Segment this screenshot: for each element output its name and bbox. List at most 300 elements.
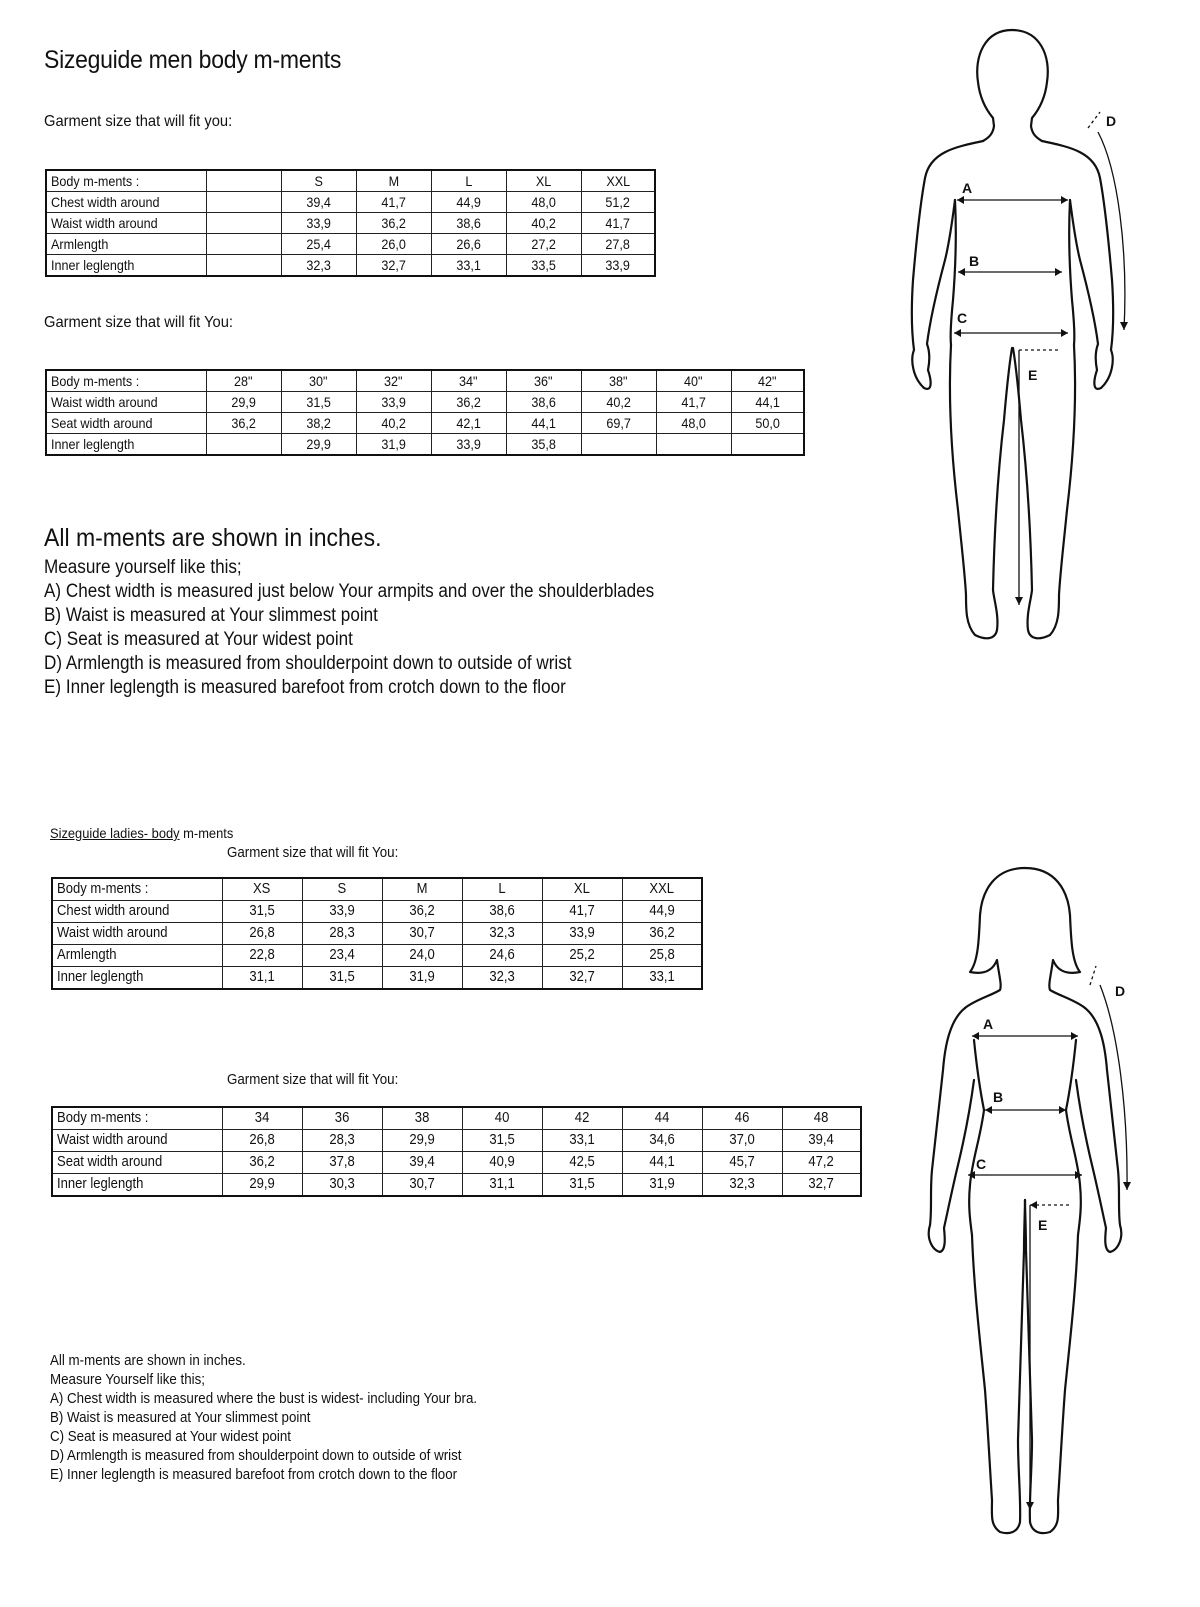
value-cell: [206, 192, 281, 213]
cell-text: 40,2: [381, 415, 406, 431]
cell-text: 28,3: [329, 925, 355, 941]
value-cell: [302, 1107, 382, 1130]
cell-text: S: [314, 173, 323, 189]
cell-text: S: [337, 881, 347, 897]
cell-text: Inner leglength: [57, 1176, 144, 1192]
value-cell: [542, 1130, 622, 1152]
cell-text: 33,9: [381, 394, 406, 410]
value-cell: [382, 1152, 462, 1174]
cell-text: Inner leglength: [51, 436, 135, 452]
men-label-d: D: [1106, 113, 1117, 129]
value-cell: [356, 392, 431, 413]
cell-text: 31,9: [381, 436, 406, 452]
men-size-table-inches: [45, 369, 805, 456]
value-cell: [281, 213, 356, 234]
cell-text: 32,7: [381, 257, 406, 273]
cell-text: 45,7: [729, 1154, 755, 1170]
table-header-row: [52, 878, 702, 901]
value-cell: [622, 1130, 702, 1152]
cell-text: 32,7: [569, 969, 595, 985]
cell-text: 31,5: [306, 394, 331, 410]
value-cell: [581, 213, 655, 234]
value-cell: [281, 234, 356, 255]
row-label-cell: [52, 1130, 222, 1152]
ladies-note-line: E) Inner leglength is measured barefoot from crotch down to the floor: [50, 1467, 458, 1483]
value-cell: [382, 923, 462, 945]
cell-text: 25,8: [649, 947, 675, 963]
men-note-line: E) Inner leglength is measured barefoot from crotch down to the floor: [44, 677, 566, 698]
value-cell: [462, 923, 542, 945]
value-cell: [731, 392, 804, 413]
cell-text: 29,9: [409, 1132, 435, 1148]
cell-text: 36,2: [409, 903, 435, 919]
row-label-cell: [52, 901, 222, 923]
cell-text: 33,1: [569, 1132, 595, 1148]
cell-text: 69,7: [606, 415, 631, 431]
value-cell: [281, 192, 356, 213]
cell-text: 41,7: [381, 194, 406, 210]
cell-text: 33,5: [531, 257, 556, 273]
value-cell: [431, 370, 506, 392]
cell-text: 31,9: [649, 1176, 675, 1192]
row-label-cell: [46, 213, 206, 234]
cell-text: 48,0: [531, 194, 556, 210]
cell-text: 35,8: [531, 436, 556, 452]
cell-text: 33,9: [569, 925, 595, 941]
cell-text: L: [498, 881, 506, 897]
men-title: Sizeguide men body m-ments: [44, 46, 342, 74]
value-cell: [581, 392, 656, 413]
value-cell: [702, 1152, 782, 1174]
value-cell: [281, 170, 356, 192]
value-cell: [206, 370, 281, 392]
value-cell: [731, 413, 804, 434]
value-cell: [782, 1174, 861, 1197]
value-cell: [622, 901, 702, 923]
value-cell: [782, 1130, 861, 1152]
ladies-label-a: A: [983, 1016, 994, 1032]
value-cell: [431, 170, 506, 192]
value-cell: [222, 923, 302, 945]
cell-text: 34: [254, 1110, 270, 1126]
cell-text: 38,6: [456, 215, 481, 231]
cell-text: 41,7: [605, 215, 631, 231]
value-cell: [542, 878, 622, 901]
cell-text: 29,9: [231, 394, 256, 410]
value-cell: [302, 945, 382, 967]
row-label-cell: [52, 945, 222, 967]
cell-text: 36,2: [231, 415, 256, 431]
value-cell: [622, 1174, 702, 1197]
cell-text: 28": [234, 373, 253, 389]
cell-text: 48: [813, 1110, 829, 1126]
value-cell: [206, 413, 281, 434]
cell-text: 23,4: [329, 947, 355, 963]
ladies-title-underlined: Sizeguide ladies- body: [50, 825, 180, 841]
cell-text: Chest width around: [51, 194, 160, 210]
table-row: [46, 392, 804, 413]
cell-text: Waist width around: [51, 394, 158, 410]
cell-text: 36: [334, 1110, 350, 1126]
cell-text: 41,7: [569, 903, 595, 919]
row-label-cell: [52, 1174, 222, 1197]
cell-text: Body m-ments :: [51, 173, 140, 189]
value-cell: [506, 255, 581, 277]
value-cell: [302, 878, 382, 901]
cell-text: Chest width around: [57, 903, 170, 919]
cell-text: 30,3: [329, 1176, 355, 1192]
ladies-table2-caption: Garment size that will fit You:: [227, 1072, 399, 1088]
value-cell: [581, 170, 655, 192]
cell-text: 42": [757, 373, 777, 389]
row-label-cell: [46, 170, 206, 192]
cell-text: 32,3: [306, 257, 331, 273]
value-cell: [506, 434, 581, 456]
value-cell: [542, 1152, 622, 1174]
value-cell: [506, 234, 581, 255]
row-label-cell: [46, 392, 206, 413]
value-cell: [382, 1174, 462, 1197]
cell-text: 30,7: [409, 925, 435, 941]
value-cell: [382, 945, 462, 967]
cell-text: 34,6: [649, 1132, 675, 1148]
cell-text: 36,2: [249, 1154, 275, 1170]
table-row: [46, 413, 804, 434]
cell-text: 39,4: [808, 1132, 834, 1148]
cell-text: 27,8: [605, 236, 631, 252]
value-cell: [382, 1107, 462, 1130]
value-cell: [622, 1107, 702, 1130]
value-cell: [356, 170, 431, 192]
value-cell: [222, 1174, 302, 1197]
table-header-row: [46, 170, 655, 192]
row-label-cell: [52, 878, 222, 901]
men-table2-caption: Garment size that will fit You:: [44, 314, 234, 331]
men-label-e: E: [1028, 367, 1038, 383]
value-cell: [206, 170, 281, 192]
value-cell: [431, 213, 506, 234]
cell-text: Waist width around: [57, 925, 168, 941]
cell-text: Armlength: [57, 947, 117, 963]
men-notes-heading: All m-ments are shown in inches.: [44, 524, 382, 552]
ladies-note-line: D) Armlength is measured from shoulderpoint down to outside of wrist: [50, 1448, 462, 1464]
value-cell: [222, 878, 302, 901]
value-cell: [356, 234, 431, 255]
cell-text: Armlength: [51, 236, 109, 252]
value-cell: [206, 234, 281, 255]
table-row: [46, 192, 655, 213]
value-cell: [622, 967, 702, 990]
value-cell: [542, 923, 622, 945]
ladies-note-line: C) Seat is measured at Your widest point: [50, 1429, 291, 1445]
row-label-cell: [46, 434, 206, 456]
ladies-table1-caption: Garment size that will fit You:: [227, 845, 399, 861]
cell-text: XL: [574, 881, 590, 897]
value-cell: [431, 192, 506, 213]
cell-text: Waist width around: [51, 215, 158, 231]
value-cell: [506, 370, 581, 392]
value-cell: [581, 370, 656, 392]
ladies-label-e: E: [1038, 1217, 1048, 1233]
cell-text: 39,4: [306, 194, 331, 210]
value-cell: [581, 413, 656, 434]
cell-text: 26,8: [249, 1132, 275, 1148]
cell-text: XXL: [605, 173, 630, 189]
cell-text: 38,6: [531, 394, 556, 410]
table-row: [52, 1130, 861, 1152]
cell-text: 34": [459, 373, 478, 389]
table-row: [52, 923, 702, 945]
row-label-cell: [46, 192, 206, 213]
cell-text: 38,6: [489, 903, 515, 919]
value-cell: [302, 901, 382, 923]
value-cell: [222, 1152, 302, 1174]
ladies-label-d: D: [1115, 983, 1126, 999]
value-cell: [622, 923, 702, 945]
value-cell: [656, 392, 731, 413]
row-label-cell: [46, 413, 206, 434]
cell-text: M: [416, 881, 428, 897]
ladies-note-line: A) Chest width is measured where the bust is widest- including Your bra.: [50, 1391, 478, 1407]
value-cell: [302, 923, 382, 945]
cell-text: 36,2: [381, 215, 406, 231]
cell-text: 26,0: [381, 236, 406, 252]
cell-text: 41,7: [681, 394, 706, 410]
value-cell: [281, 434, 356, 456]
row-label-cell: [52, 1152, 222, 1174]
value-cell: [462, 1130, 542, 1152]
row-label-cell: [46, 370, 206, 392]
cell-text: 32,3: [729, 1176, 755, 1192]
value-cell: [281, 370, 356, 392]
men-note-line: C) Seat is measured at Your widest point: [44, 629, 353, 650]
value-cell: [702, 1130, 782, 1152]
table-row: [52, 901, 702, 923]
men-note-line: A) Chest width is measured just below Your armpits and over the shoulderblades: [44, 581, 655, 602]
men-body-figure: [900, 20, 1140, 650]
value-cell: [542, 1107, 622, 1130]
ladies-note-line: B) Waist is measured at Your slimmest point: [50, 1410, 311, 1426]
cell-text: 25,4: [306, 236, 331, 252]
value-cell: [302, 1174, 382, 1197]
cell-text: 31,5: [329, 969, 355, 985]
cell-text: 44: [654, 1110, 670, 1126]
cell-text: 40,2: [531, 215, 556, 231]
cell-text: 31,5: [249, 903, 275, 919]
value-cell: [222, 901, 302, 923]
value-cell: [581, 192, 655, 213]
value-cell: [431, 413, 506, 434]
value-cell: [431, 234, 506, 255]
cell-text: 31,9: [409, 969, 435, 985]
value-cell: [702, 1174, 782, 1197]
cell-text: 24,0: [409, 947, 435, 963]
cell-text: L: [464, 173, 473, 189]
cell-text: 48,0: [681, 415, 706, 431]
cell-text: 40": [684, 373, 703, 389]
men-label-a: A: [962, 180, 973, 196]
value-cell: [356, 434, 431, 456]
value-cell: [431, 392, 506, 413]
cell-text: 33,1: [456, 257, 481, 273]
value-cell: [731, 370, 804, 392]
cell-text: 51,2: [605, 194, 631, 210]
ladies-note-line: All m-ments are shown in inches.: [50, 1353, 246, 1369]
cell-text: 36,2: [456, 394, 481, 410]
men-notes: [44, 556, 722, 700]
cell-text: 44,1: [649, 1154, 675, 1170]
row-label-cell: [52, 1107, 222, 1130]
ladies-label-c: C: [976, 1156, 987, 1172]
cell-text: 44,1: [754, 394, 780, 410]
value-cell: [222, 967, 302, 990]
value-cell: [462, 1174, 542, 1197]
value-cell: [782, 1107, 861, 1130]
cell-text: M: [388, 173, 399, 189]
men-label-b: B: [969, 253, 980, 269]
value-cell: [206, 434, 281, 456]
cell-text: 32,7: [808, 1176, 834, 1192]
row-label-cell: [46, 234, 206, 255]
cell-text: 44,1: [531, 415, 556, 431]
value-cell: [581, 255, 655, 277]
men-size-table-letters: [45, 169, 656, 277]
cell-text: 27,2: [531, 236, 556, 252]
cell-text: Inner leglength: [57, 969, 144, 985]
row-label-cell: [46, 255, 206, 277]
table-row: [52, 945, 702, 967]
value-cell: [542, 901, 622, 923]
value-cell: [382, 878, 462, 901]
row-label-cell: [52, 967, 222, 990]
cell-text: 31,1: [249, 969, 275, 985]
cell-text: 32,3: [489, 925, 515, 941]
value-cell: [622, 945, 702, 967]
cell-text: 25,2: [569, 947, 595, 963]
cell-text: 31,5: [489, 1132, 515, 1148]
value-cell: [206, 392, 281, 413]
row-label-cell: [52, 923, 222, 945]
cell-text: XL: [535, 173, 552, 189]
cell-text: 33,1: [649, 969, 675, 985]
value-cell: [656, 434, 731, 456]
value-cell: [356, 213, 431, 234]
men-note-line: D) Armlength is measured from shoulderpoint down to outside of wrist: [44, 653, 572, 674]
ladies-body-figure: [920, 860, 1150, 1540]
cell-text: Inner leglength: [51, 257, 135, 273]
value-cell: [206, 255, 281, 277]
value-cell: [656, 370, 731, 392]
value-cell: [462, 1107, 542, 1130]
cell-text: Seat width around: [57, 1154, 163, 1170]
ladies-size-table-numbers: [51, 1106, 862, 1197]
cell-text: 42: [574, 1110, 590, 1126]
value-cell: [281, 392, 356, 413]
table-row: [46, 234, 655, 255]
cell-text: 39,4: [409, 1154, 435, 1170]
cell-text: 37,8: [329, 1154, 355, 1170]
table-header-row: [52, 1107, 861, 1130]
ladies-note-line: Measure Yourself like this;: [50, 1372, 205, 1388]
cell-text: 29,9: [306, 436, 331, 452]
cell-text: 26,6: [456, 236, 481, 252]
cell-text: XS: [253, 881, 271, 897]
table-header-row: [46, 370, 804, 392]
cell-text: 26,8: [249, 925, 275, 941]
value-cell: [302, 967, 382, 990]
cell-text: 31,5: [569, 1176, 595, 1192]
cell-text: 50,0: [754, 415, 780, 431]
cell-text: 47,2: [808, 1154, 834, 1170]
cell-text: 40,2: [606, 394, 631, 410]
table-row: [52, 1174, 861, 1197]
ladies-title: [50, 825, 233, 841]
cell-text: Body m-ments :: [51, 373, 140, 389]
value-cell: [222, 945, 302, 967]
value-cell: [581, 234, 655, 255]
value-cell: [622, 1152, 702, 1174]
value-cell: [382, 901, 462, 923]
value-cell: [281, 413, 356, 434]
cell-text: Body m-ments :: [57, 1110, 149, 1126]
men-note-line: B) Waist is measured at Your slimmest point: [44, 605, 378, 626]
cell-text: 46: [734, 1110, 750, 1126]
value-cell: [782, 1152, 861, 1174]
cell-text: XXL: [649, 881, 675, 897]
value-cell: [462, 878, 542, 901]
cell-text: 32": [384, 373, 403, 389]
value-cell: [462, 1152, 542, 1174]
cell-text: 30": [309, 373, 328, 389]
cell-text: 33,9: [456, 436, 481, 452]
value-cell: [462, 901, 542, 923]
cell-text: 36,2: [649, 925, 675, 941]
value-cell: [462, 967, 542, 990]
cell-text: 32,3: [489, 969, 515, 985]
cell-text: 42,5: [569, 1154, 595, 1170]
cell-text: 40: [494, 1110, 510, 1126]
value-cell: [222, 1107, 302, 1130]
cell-text: 37,0: [729, 1132, 755, 1148]
value-cell: [702, 1107, 782, 1130]
table-row: [52, 967, 702, 990]
cell-text: 31,1: [489, 1176, 515, 1192]
cell-text: 40,9: [489, 1154, 515, 1170]
value-cell: [581, 434, 656, 456]
cell-text: 36": [534, 373, 553, 389]
value-cell: [622, 878, 702, 901]
cell-text: 33,9: [329, 903, 355, 919]
value-cell: [462, 945, 542, 967]
value-cell: [656, 413, 731, 434]
value-cell: [382, 967, 462, 990]
table-row: [46, 213, 655, 234]
value-cell: [542, 967, 622, 990]
cell-text: Seat width around: [51, 415, 153, 431]
men-note-line: Measure yourself like this;: [44, 557, 242, 578]
value-cell: [506, 392, 581, 413]
value-cell: [506, 413, 581, 434]
value-cell: [506, 192, 581, 213]
table-row: [46, 434, 804, 456]
cell-text: 24,6: [489, 947, 515, 963]
value-cell: [206, 213, 281, 234]
men-label-c: C: [957, 310, 968, 326]
ladies-size-table-letters: [51, 877, 703, 990]
value-cell: [506, 170, 581, 192]
value-cell: [506, 213, 581, 234]
table-row: [46, 255, 655, 277]
